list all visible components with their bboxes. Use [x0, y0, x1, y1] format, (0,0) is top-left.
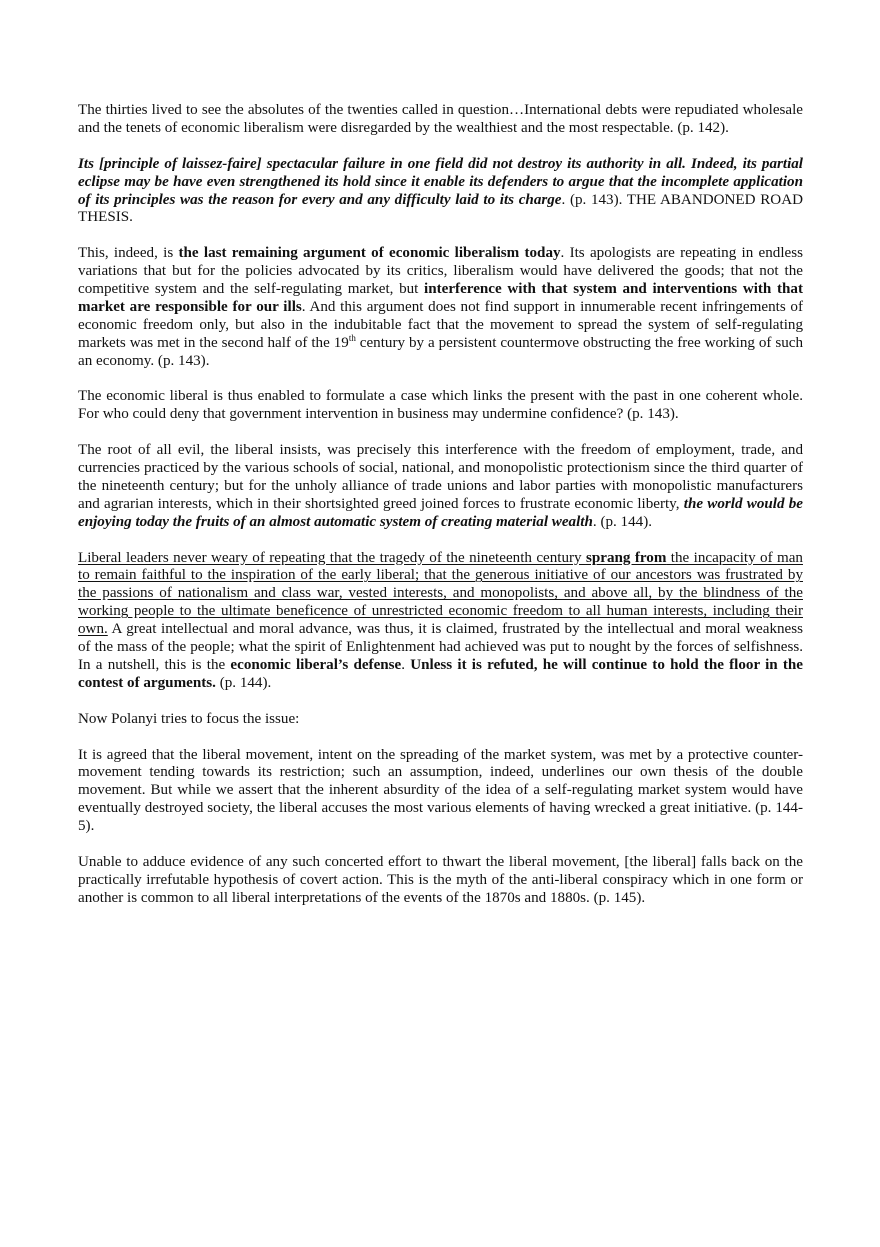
paragraph-8-text: It is agreed that the liberal movement, intent on the spreading of the market system, was met by a protective counter-movement tending towards its restriction; such an assumption, indeed, underlines our own thesis of the double movement. But while we assert that the inherent absurdity of the idea of a self-regulating market system would have eventually destroyed society, the liberal accuses the most various elements of having wrecked a great initiative. (p. 144-5). — [78, 746, 803, 835]
text-run: . — [401, 657, 411, 674]
emphasized-quote: Its [principle of laissez-faire] spectacular failure in one field did not destroy its authority in all. Indeed, its partial eclipse may be have even strengthened its hold since it enable its defenders to argue that the incomplete application of its principles was the reason for every and any difficulty laid to its charge — [78, 155, 803, 208]
text-run: . (p. 144). — [592, 513, 652, 530]
bold-phrase: economic liberal’s defense — [230, 657, 402, 674]
text-run: This, indeed, is — [78, 245, 179, 262]
underlined-text: the incapacity of man to remain faithful to the inspiration of the early liberal; that the generous initiative of our ancestors was frustrated by the passions of nationalism and class war, vested interests, and monopolists, and above all, by the blindness of the working people to the ultimate beneficence of unrestricted economic freedom to all human interests, including their own. — [78, 549, 803, 638]
superscript: th — [348, 332, 356, 343]
paragraph-4 — [78, 388, 803, 424]
paragraph-7 — [78, 711, 803, 729]
text-run: A great intellectual and moral advance, was thus, it is claimed, frustrated by the intellectual and moral weakness of the mass of the people; what the spirit of Enlightenment had achieved was put to nought by the forces of selfishness. In a nutshell, this is the — [78, 621, 803, 674]
text-run: The root of all evil, the liberal insists, was precisely this interference with the freedom of employment, trade, and currencies practiced by the various schools of social, national, and monopolistic protectionism since the third quarter of the nineteenth century; but for the unholy alliance of trade unions and labor parties with monopolistic manufacturers and agrarian interests, which in their shortsighted greed joined forces to frustrate economic liberty, — [78, 442, 803, 512]
paragraph-5 — [78, 442, 803, 532]
paragraph-2 — [78, 156, 803, 228]
paragraph-1-text: The thirties lived to see the absolutes of the twenties called in question…International debts were repudiated wholesale and the tenets of economic liberalism were disregarded by the wealthiest and the most respectable. (p. 142). — [78, 102, 803, 136]
text-run: century by a persistent countermove obstructing the free working of such an economy. (p. 143). — [78, 334, 803, 369]
bold-phrase: the last remaining argument of economic liberalism today — [178, 245, 561, 262]
paragraph-4-text: The economic liberal is thus enabled to formulate a case which links the present with the past in one coherent whole. For who could deny that government intervention in business may undermine confidence? (p. 143). — [78, 388, 803, 423]
paragraph-8 — [78, 747, 803, 837]
citation-note: . (p. 143). THE ABANDONED ROAD THESIS. — [78, 191, 803, 226]
text-run: . And this argument does not find support in innumerable recent infringements of economic freedom only, but also in the indubitable fact that the movement to spread the system of self-regulating markets was met in the second half of the 19 — [78, 298, 803, 351]
text-run: . Its apologists are repeating in endless variations that but for the policies advocated by its critics, liberalism would have delivered the goods; that not the competitive system and the self-regulating market, but — [78, 245, 803, 298]
paragraph-6 — [78, 550, 803, 693]
paragraph-1 — [78, 102, 803, 138]
paragraph-9 — [78, 854, 803, 908]
document-page — [78, 102, 803, 926]
emphasized-phrase: the world would be enjoying today the fruits of an almost automatic system of creating material wealth — [78, 495, 803, 530]
paragraph-7-text: Now Polanyi tries to focus the issue: — [78, 710, 300, 727]
paragraph-3 — [78, 245, 803, 370]
paragraph-9-text: Unable to adduce evidence of any such concerted effort to thwart the liberal movement, [the liberal] falls back on the practically irrefutable hypothesis of covert action. This is the myth of the anti-liberal conspiracy which in one form or another is common to all liberal interpretations of the events of the 1870s and 1880s. (p. 145). — [78, 853, 803, 906]
bold-phrase: Unless it is refuted, he will continue to hold the floor in the contest of arguments. — [78, 657, 804, 691]
bold-phrase: interference with that system and interventions with that market are responsible for our ills — [78, 281, 803, 315]
underlined-bold-phrase: sprang from — [585, 549, 667, 566]
underlined-text: Liberal leaders never weary of repeating that the tragedy of the nineteenth century — [78, 549, 586, 566]
text-run: (p. 144). — [215, 674, 272, 691]
